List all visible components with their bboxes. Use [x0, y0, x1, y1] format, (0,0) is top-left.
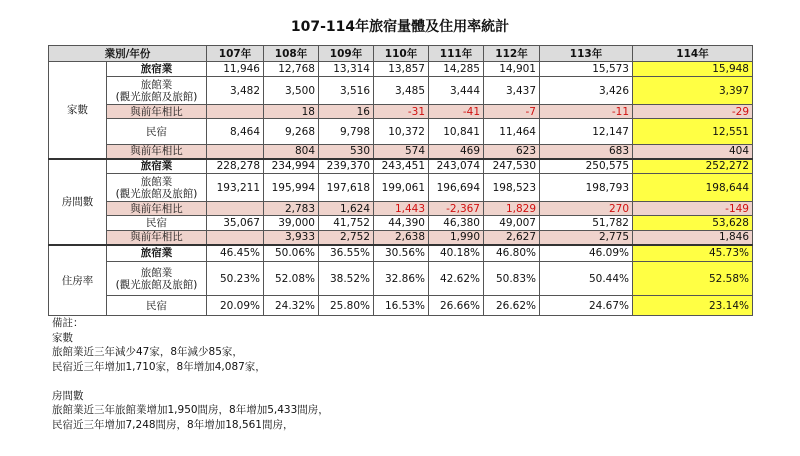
table-cell: -7: [484, 105, 540, 119]
category-text: 旅宿業: [140, 63, 173, 75]
table-cell: 197,618: [319, 174, 374, 202]
table-cell: 41,752: [319, 216, 374, 231]
table-cell: 683: [540, 145, 633, 159]
table-row: [49, 231, 753, 245]
table-cell: 1,846: [633, 231, 753, 245]
table-cell: 36.55%: [319, 245, 374, 262]
table-cell: 1,990: [429, 231, 484, 245]
table-row: [49, 145, 753, 159]
table-cell: 46.45%: [207, 245, 264, 262]
header-year: 110年: [374, 46, 429, 62]
table-cell: 3,516: [319, 77, 374, 105]
header-year: 111年: [429, 46, 484, 62]
table-cell: [207, 202, 264, 216]
category-label: [107, 119, 207, 145]
table-cell: 50.83%: [484, 262, 540, 296]
category-label: [107, 296, 207, 316]
table-cell: 51,782: [540, 216, 633, 231]
header-year: 107年: [207, 46, 264, 62]
category-label: [107, 105, 207, 119]
notes-section-title: 家數: [52, 331, 73, 344]
table-cell: 1,624: [319, 202, 374, 216]
table-cell: 38.52%: [319, 262, 374, 296]
table-cell: 250,575: [540, 159, 633, 174]
header-year: 114年: [633, 46, 753, 62]
table-cell: [207, 105, 264, 119]
table-cell: 23.14%: [633, 296, 753, 316]
table-cell: 50.44%: [540, 262, 633, 296]
notes: [52, 316, 329, 432]
group-label: 家數: [49, 62, 107, 159]
table-cell: 40.18%: [429, 245, 484, 262]
notes-spacer: [52, 374, 329, 389]
notes-line: 民宿近三年增加1,710家，8年增加4,087家，: [52, 360, 266, 373]
category-label: [107, 77, 207, 105]
table-cell: 3,397: [633, 77, 753, 105]
table-cell: [207, 231, 264, 245]
table-cell: 30.56%: [374, 245, 429, 262]
header-year: 113年: [540, 46, 633, 62]
table-cell: 15,573: [540, 62, 633, 77]
category-text: 與前年相比: [130, 145, 183, 158]
page-title: 107-114年旅宿量體及住用率統計: [290, 19, 510, 35]
table-cell: -29: [633, 105, 753, 119]
table-cell: 270: [540, 202, 633, 216]
table-cell: 469: [429, 145, 484, 159]
table-cell: 11,946: [207, 62, 264, 77]
table-cell: [207, 145, 264, 159]
category-text: 民宿: [146, 125, 167, 138]
table-cell: 804: [264, 145, 319, 159]
table-cell: 50.23%: [207, 262, 264, 296]
category-label: [107, 216, 207, 231]
notes-line: 旅館業近三年旅館業增加1,950間房，8年增加5,433間房，: [52, 404, 329, 416]
table-cell: 52.08%: [264, 262, 319, 296]
table-cell: 404: [633, 145, 753, 159]
table-cell: 198,644: [633, 174, 753, 202]
table-cell: 53,628: [633, 216, 753, 231]
table-cell: 198,793: [540, 174, 633, 202]
table-cell: 13,314: [319, 62, 374, 77]
table-row: [49, 77, 753, 105]
table-row: [49, 174, 753, 202]
table-cell: 3,444: [429, 77, 484, 105]
category-text: 旅宿業: [140, 160, 173, 173]
table-cell: 198,523: [484, 174, 540, 202]
table-cell: 252,272: [633, 159, 753, 174]
table-cell: 3,437: [484, 77, 540, 105]
table-cell: 1,829: [484, 202, 540, 216]
table-cell: 25.80%: [319, 296, 374, 316]
table-row: [49, 296, 753, 316]
table-cell: 45.73%: [633, 245, 753, 262]
notes-line: 民宿近三年增加7,248間房，8年增加18,561間房，: [52, 418, 294, 431]
table-cell: 239,370: [319, 159, 374, 174]
table-row: [49, 202, 753, 216]
header-year: 112年: [484, 46, 540, 62]
table-row: [49, 105, 753, 119]
category-label: [107, 174, 207, 202]
statistics-table: [48, 45, 753, 316]
category-label: [107, 62, 207, 77]
category-text: 民宿: [146, 299, 167, 312]
category-text: (觀光旅館及旅館): [115, 90, 198, 103]
header-year: 108年: [264, 46, 319, 62]
table-cell: 46,380: [429, 216, 484, 231]
table-cell: 46.80%: [484, 245, 540, 262]
category-label: [107, 202, 207, 216]
table-cell: 243,074: [429, 159, 484, 174]
notes-heading: 備註：: [52, 317, 84, 329]
table-cell: -149: [633, 202, 753, 216]
table-row: [49, 262, 753, 296]
table-cell: 10,372: [374, 119, 429, 145]
group-label: 住房率: [49, 245, 107, 316]
table-cell: -2,367: [429, 202, 484, 216]
category-label: [107, 245, 207, 262]
table-cell: 24.67%: [540, 296, 633, 316]
table-cell: 234,994: [264, 159, 319, 174]
table-cell: 44,390: [374, 216, 429, 231]
table-cell: 623: [484, 145, 540, 159]
table-cell: 14,285: [429, 62, 484, 77]
table-cell: 42.62%: [429, 262, 484, 296]
header-row: [49, 46, 753, 62]
table-cell: 3,485: [374, 77, 429, 105]
table-cell: 35,067: [207, 216, 264, 231]
category-label: [107, 262, 207, 296]
table-cell: 10,841: [429, 119, 484, 145]
table-cell: 243,451: [374, 159, 429, 174]
table-cell: 247,530: [484, 159, 540, 174]
table-cell: 3,426: [540, 77, 633, 105]
table-cell: -31: [374, 105, 429, 119]
table-cell: 24.32%: [264, 296, 319, 316]
category-text: 旅館業: [140, 175, 173, 188]
table-cell: 193,211: [207, 174, 264, 202]
table-cell: 26.62%: [484, 296, 540, 316]
table-cell: 11,464: [484, 119, 540, 145]
header-year: 109年: [319, 46, 374, 62]
table-cell: 228,278: [207, 159, 264, 174]
table-cell: 3,500: [264, 77, 319, 105]
table-cell: 12,147: [540, 119, 633, 145]
table-cell: 8,464: [207, 119, 264, 145]
table-cell: 18: [264, 105, 319, 119]
table-cell: 9,798: [319, 119, 374, 145]
table-cell: 2,783: [264, 202, 319, 216]
table-cell: 20.09%: [207, 296, 264, 316]
table-row: [49, 62, 753, 77]
category-label: [107, 159, 207, 174]
table-cell: -41: [429, 105, 484, 119]
table-cell: 12,768: [264, 62, 319, 77]
table-cell: 196,694: [429, 174, 484, 202]
category-text: 旅館業: [140, 266, 173, 279]
table-cell: 52.58%: [633, 262, 753, 296]
category-label: [107, 145, 207, 159]
table-cell: -11: [540, 105, 633, 119]
table-cell: 9,268: [264, 119, 319, 145]
table-cell: 16.53%: [374, 296, 429, 316]
category-text: (觀光旅館及旅館): [115, 187, 198, 200]
category-text: 與前年相比: [130, 105, 183, 118]
table-cell: 574: [374, 145, 429, 159]
table-cell: 1,443: [374, 202, 429, 216]
table-cell: 2,775: [540, 231, 633, 245]
table-cell: 12,551: [633, 119, 753, 145]
table-cell: 2,638: [374, 231, 429, 245]
group-label: 房間數: [49, 159, 107, 245]
category-label: [107, 231, 207, 245]
table-cell: 195,994: [264, 174, 319, 202]
table-row: [49, 245, 753, 262]
table-cell: 50.06%: [264, 245, 319, 262]
category-text: 與前年相比: [130, 202, 183, 215]
notes-line: 旅館業近三年減少47家，8年減少85家，: [52, 346, 243, 358]
table-cell: 13,857: [374, 62, 429, 77]
table-cell: 15,948: [633, 62, 753, 77]
table-cell: 3,933: [264, 231, 319, 245]
table-cell: 32.86%: [374, 262, 429, 296]
category-text: 旅館業: [140, 78, 173, 91]
table-cell: 16: [319, 105, 374, 119]
category-text: (觀光旅館及旅館): [115, 278, 198, 291]
category-text: 與前年相比: [130, 231, 183, 244]
table-cell: 2,752: [319, 231, 374, 245]
notes-section-title: 房間數: [52, 389, 84, 402]
table-row: [49, 159, 753, 174]
table-cell: 2,627: [484, 231, 540, 245]
table-cell: 39,000: [264, 216, 319, 231]
table-cell: 14,901: [484, 62, 540, 77]
table-cell: 46.09%: [540, 245, 633, 262]
category-text: 民宿: [146, 217, 167, 229]
table-cell: 199,061: [374, 174, 429, 202]
table-row: [49, 119, 753, 145]
table-cell: 3,482: [207, 77, 264, 105]
table-cell: 530: [319, 145, 374, 159]
table-cell: 49,007: [484, 216, 540, 231]
table-cell: 26.66%: [429, 296, 484, 316]
category-text: 旅宿業: [140, 247, 173, 260]
table-row: [49, 216, 753, 231]
header-category: 業別/年份: [49, 46, 207, 62]
